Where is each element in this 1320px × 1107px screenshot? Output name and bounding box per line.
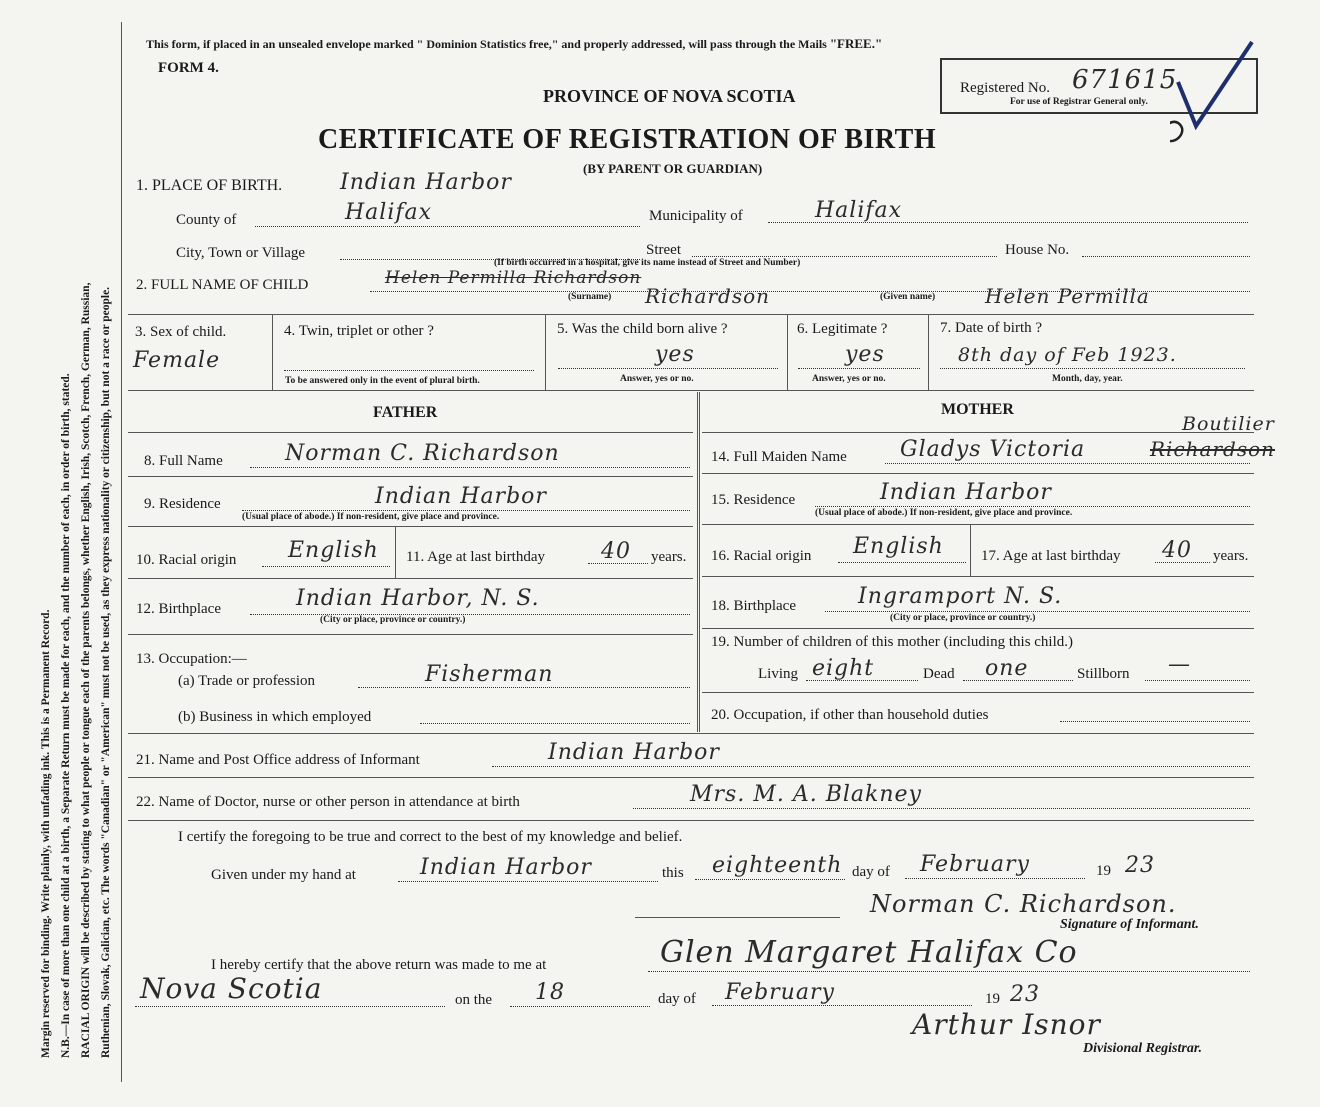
- registrar-day-of-label: day of: [658, 991, 696, 1007]
- margin-note-multiple-births: N.B.—In case of more than one child at a birth, a Separate Return must be made for each, and the number of each, in order of birth, stated.: [60, 373, 72, 1058]
- father-trade-label: (a) Trade or profession: [178, 673, 316, 689]
- father-name-label: 8. Full Name: [144, 453, 223, 469]
- mother-birthplace-value: Ingramport N. S.: [858, 584, 1063, 609]
- legitimate-label: 6. Legitimate ?: [797, 321, 888, 337]
- child-name-label: 2. FULL NAME OF CHILD: [136, 277, 309, 293]
- registrar-month-value: February: [725, 980, 835, 1005]
- twin-label: 4. Twin, triplet or other ?: [284, 323, 434, 339]
- given-year-prefix: 19: [1096, 863, 1111, 879]
- mother-race-label: 16. Racial origin: [711, 548, 812, 564]
- father-age-years: years.: [651, 549, 687, 565]
- mother-age-years: years.: [1213, 548, 1249, 564]
- registrar-on-the-label: on the: [455, 992, 493, 1008]
- city-label: City, Town or Village: [176, 245, 306, 261]
- municipality-label: Municipality of: [649, 208, 743, 224]
- checkmark-icon: [1170, 40, 1260, 150]
- father-residence-value: Indian Harbor: [375, 484, 547, 509]
- father-residence-label: 9. Residence: [144, 496, 221, 512]
- date-of-birth-value: 8th day of Feb 1923.: [958, 344, 1177, 366]
- father-business-label: (b) Business in which employed: [178, 709, 372, 725]
- registered-label: Registered No.: [960, 80, 1050, 96]
- given-under-hand-label: Given under my hand at: [211, 867, 356, 883]
- sex-label: 3. Sex of child.: [135, 324, 227, 340]
- informant-value: Indian Harbor: [548, 740, 720, 765]
- registrar-place-value-2: Nova Scotia: [140, 972, 323, 1005]
- born-alive-label: 5. Was the child born alive ?: [557, 321, 728, 337]
- informant-label: 21. Name and Post Office address of Informant: [136, 752, 420, 768]
- house-number-label: House No.: [1005, 242, 1070, 258]
- mother-birthplace-label: 18. Birthplace: [711, 598, 796, 614]
- mother-occupation-label: 20. Occupation, if other than household duties: [711, 707, 989, 723]
- registrar-place-value: Glen Margaret Halifax Co: [660, 935, 1078, 970]
- informant-signature-label: Signature of Informant.: [1060, 917, 1199, 932]
- stillborn-value: —: [1168, 652, 1191, 677]
- mother-age-label: 17. Age at last birthday: [981, 548, 1121, 564]
- registrar-year-value: 23: [1010, 982, 1040, 1007]
- mother-residence-note: (Usual place of abode.) If non-resident, give place and province.: [815, 508, 1073, 518]
- mother-residence-value: Indian Harbor: [880, 480, 1052, 505]
- father-birthplace-label: 12. Birthplace: [136, 601, 221, 617]
- sex-value: Female: [133, 348, 221, 373]
- mother-children-label: 19. Number of children of this mother (including this child.): [711, 634, 1074, 650]
- mother-residence-label: 15. Residence: [711, 492, 796, 508]
- father-heading: FATHER: [373, 404, 438, 421]
- mother-name-correction: Boutilier: [1182, 413, 1275, 435]
- given-name-value: Helen Permilla: [985, 284, 1150, 308]
- page-subtitle: (BY PARENT OR GUARDIAN): [583, 161, 763, 176]
- hospital-note: (If birth occurred in a hospital, give its name instead of Street and Number): [494, 258, 801, 268]
- date-of-birth-label: 7. Date of birth ?: [940, 320, 1043, 336]
- father-trade-value: Fisherman: [425, 662, 554, 687]
- mother-birthplace-note: (City or place, province or country.): [890, 613, 1036, 623]
- dead-value: one: [985, 656, 1029, 681]
- street-label: Street: [646, 242, 681, 258]
- mother-heading: MOTHER: [941, 401, 1014, 418]
- margin-note-racial-origin-2: Ruthenian, Slovak, Galician, etc. The words "Canadian" or "American" must not be used, as they express nationality or citizenship, but not a race or people.: [100, 286, 112, 1058]
- registrar-signature: Arthur Isnor: [912, 1008, 1101, 1041]
- page-title: CERTIFICATE OF REGISTRATION OF BIRTH: [318, 124, 937, 155]
- surname-value: Richardson: [645, 284, 771, 308]
- county-label: County of: [176, 212, 237, 228]
- county-value: Halifax: [345, 200, 433, 225]
- mother-name-label: 14. Full Maiden Name: [711, 449, 847, 465]
- legitimate-value: yes: [845, 342, 885, 367]
- given-name-label: (Given name): [880, 292, 936, 302]
- father-birthplace-value: Indian Harbor, N. S.: [296, 586, 540, 611]
- father-residence-note: (Usual place of abode.) If non-resident, give place and province.: [242, 512, 500, 522]
- mail-notice: This form, if placed in an unsealed envelope marked " Dominion Statistics free," and properly addressed, will pass through the Mails "FREE.": [146, 36, 883, 51]
- registrar-signature-label: Divisional Registrar.: [1083, 1041, 1203, 1056]
- living-label: Living: [758, 666, 798, 682]
- place-of-birth-value: Indian Harbor: [340, 170, 512, 195]
- doctor-label: 22. Name of Doctor, nurse or other person in attendance at birth: [136, 794, 520, 810]
- given-month-value: February: [920, 852, 1030, 877]
- dead-label: Dead: [923, 666, 955, 682]
- father-age-value: 40: [601, 539, 631, 564]
- twin-note: To be answered only in the event of plural birth.: [285, 376, 480, 386]
- given-place-value: Indian Harbor: [420, 855, 592, 880]
- father-race-label: 10. Racial origin: [136, 552, 237, 568]
- certify-statement: I certify the foregoing to be true and correct to the best of my knowledge and belief.: [178, 829, 683, 845]
- registrar-use-note: For use of Registrar General only.: [1010, 97, 1148, 107]
- father-age-label: 11. Age at last birthday: [406, 549, 545, 565]
- registrar-day-value: 18: [535, 980, 565, 1005]
- father-name-value: Norman C. Richardson: [285, 441, 560, 466]
- margin-note-racial-origin-1: RACIAL ORIGIN will be described by stating to what people or tongue each of the parents belongs, whether English, Irish, Scotch, French, German, Russian,: [80, 282, 92, 1058]
- father-race-value: English: [288, 538, 379, 563]
- given-year-value: 23: [1125, 853, 1155, 878]
- given-day-value: eighteenth: [712, 853, 843, 878]
- municipality-value: Halifax: [815, 198, 903, 223]
- province-heading: PROVINCE OF NOVA SCOTIA: [543, 86, 796, 106]
- registrar-year-prefix: 19: [985, 991, 1000, 1007]
- mother-name-struck: Richardson: [1150, 437, 1276, 461]
- given-this-label: this: [662, 865, 684, 881]
- place-of-birth-label: 1. PLACE OF BIRTH.: [136, 177, 283, 194]
- born-alive-note: Answer, yes or no.: [620, 374, 694, 384]
- informant-signature: Norman C. Richardson.: [870, 890, 1177, 918]
- mother-name-value: Gladys Victoria: [900, 437, 1086, 462]
- child-name-struck: Helen Permilla Richardson: [385, 268, 642, 288]
- stillborn-label: Stillborn: [1077, 666, 1130, 682]
- born-alive-value: yes: [655, 342, 695, 367]
- father-occupation-label: 13. Occupation:—: [136, 651, 247, 667]
- doctor-value: Mrs. M. A. Blakney: [690, 782, 922, 807]
- form-number: FORM 4.: [158, 60, 219, 76]
- living-value: eight: [812, 656, 875, 681]
- mother-race-value: English: [853, 534, 944, 559]
- registered-number: 671615: [1072, 65, 1178, 95]
- margin-border: [121, 22, 122, 1082]
- registrar-statement: I hereby certify that the above return was made to me at: [211, 957, 547, 973]
- date-of-birth-note: Month, day, year.: [1052, 374, 1123, 384]
- legitimate-note: Answer, yes or no.: [812, 374, 886, 384]
- father-birthplace-note: (City or place, province or country.): [320, 615, 466, 625]
- given-day-of-label: day of: [852, 864, 890, 880]
- mother-age-value: 40: [1162, 538, 1192, 563]
- surname-label: (Surname): [568, 292, 612, 302]
- margin-note-binding: Margin reserved for binding. Write plainly, with unfading ink. This is a Permanent Record.: [40, 609, 52, 1058]
